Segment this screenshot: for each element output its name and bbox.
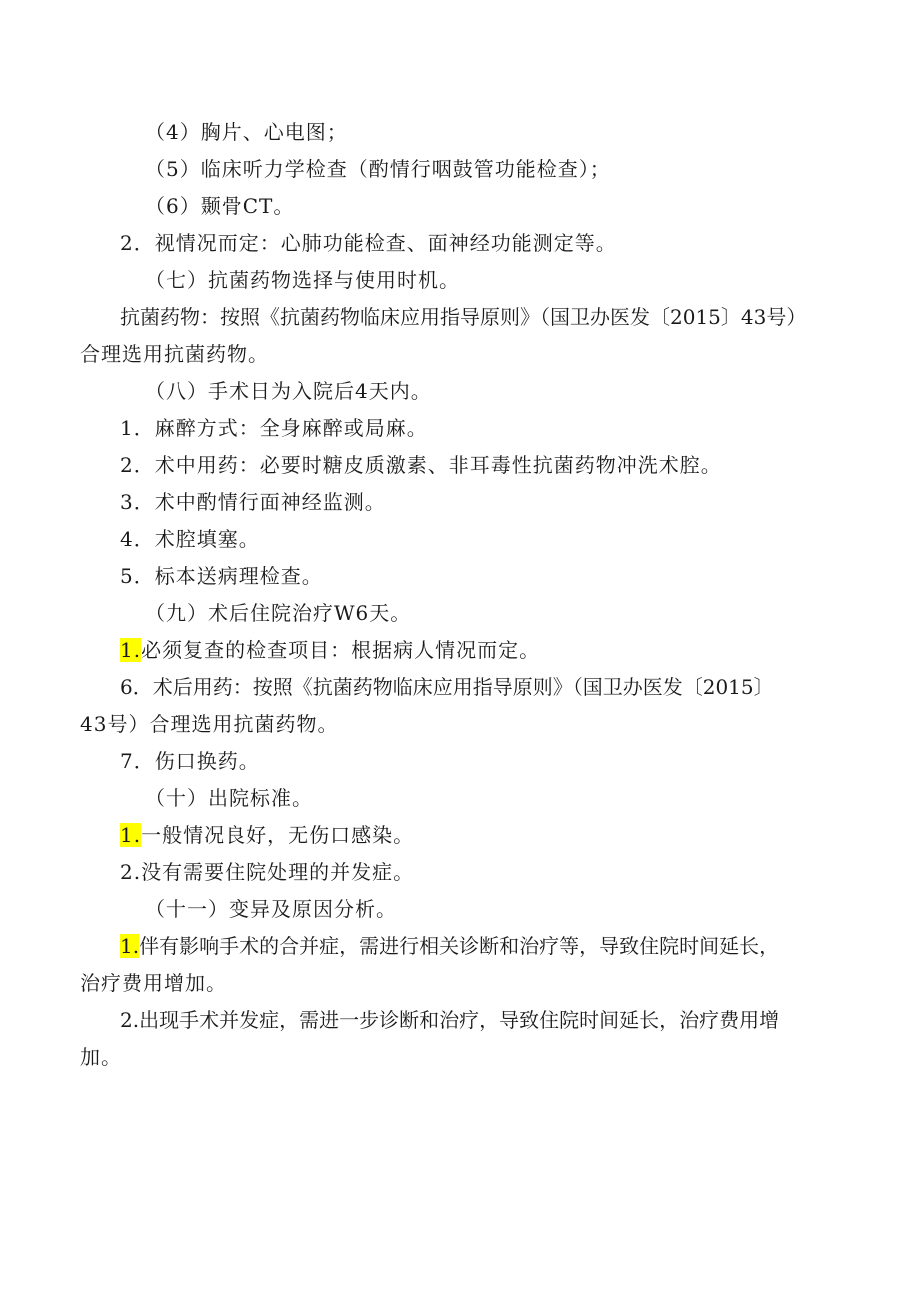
- text-line-content: 伴有影响手术的合并症，需进行相关诊断和治疗等，导致住院时间延长，: [139, 934, 780, 958]
- text-line: 43号）合理选用抗菌药物。: [80, 712, 339, 736]
- section-heading: （七）抗菌药物选择与使用时机。: [145, 268, 460, 292]
- text-line: 2．术中用药：必要时糖皮质激素、非耳毒性抗菌药物冲洗术腔。: [120, 453, 722, 477]
- text-line: 2.没有需要住院处理的并发症。: [120, 860, 415, 884]
- text-line: 2.出现手术并发症，需进一步诊断和治疗，导致住院时间延长，治疗费用增: [120, 1008, 780, 1032]
- text-line: 加。: [80, 1045, 122, 1069]
- section-heading: （十一）变异及原因分析。: [145, 897, 397, 921]
- highlighted-number: 1.: [120, 823, 142, 847]
- text-line: （6）颞骨CT。: [145, 194, 295, 218]
- text-line-content: 一般情况良好，无伤口感染。: [141, 823, 415, 847]
- section-heading: （八）手术日为入院后4天内。: [145, 379, 432, 403]
- text-line: 1．麻醉方式：全身麻醉或局麻。: [120, 416, 428, 440]
- text-line: 治疗费用增加。: [80, 971, 227, 995]
- text-line: 3．术中酌情行面神经监测。: [120, 490, 386, 514]
- section-heading: （九）术后住院治疗W6天。: [145, 601, 412, 625]
- text-line: 合理选用抗菌药物。: [80, 342, 269, 366]
- text-line: 抗菌药物：按照《抗菌药物临床应用指导原则》（国卫办医发〔2015〕43号）: [120, 305, 807, 329]
- text-line: 5．标本送病理检查。: [120, 564, 323, 588]
- text-line: [120, 934, 779, 958]
- text-line: 7．伤口换药。: [120, 749, 260, 773]
- text-line-content: 必须复查的检查项目：根据病人情况而定。: [141, 638, 541, 662]
- text-line: （4）胸片、心电图；: [145, 120, 348, 144]
- text-line: [120, 638, 540, 662]
- highlighted-number: 1.: [120, 934, 140, 958]
- text-line: 4．术腔填塞。: [120, 527, 260, 551]
- text-line: 6．术后用药：按照《抗菌药物临床应用指导原则》（国卫办医发〔2015〕: [120, 675, 774, 699]
- highlighted-number: 1.: [120, 638, 142, 662]
- section-heading: （十）出院标准。: [145, 786, 313, 810]
- text-line: （5）临床听力学检查（酌情行咽鼓管功能检查）；: [145, 157, 611, 181]
- text-line: 2．视情况而定：心肺功能检查、面神经功能测定等。: [120, 231, 617, 255]
- text-line: [120, 823, 414, 847]
